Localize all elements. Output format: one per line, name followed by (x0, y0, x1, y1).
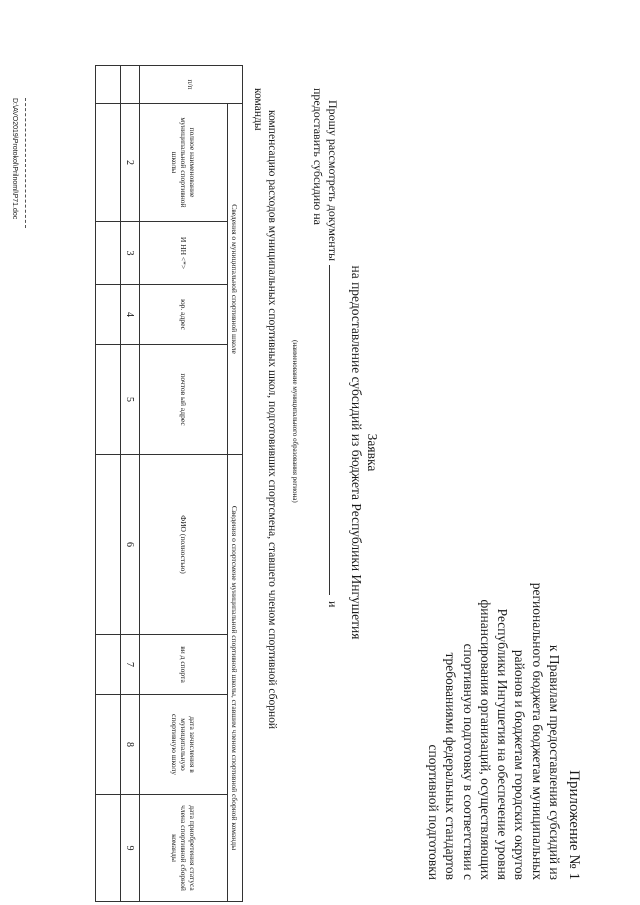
appendix-line: к Правилам предоставления субсидий из (547, 644, 562, 880)
appendix-line: районов и бюджетам городских округов (512, 649, 528, 880)
grant-line: предоставить субсидию на (311, 88, 325, 225)
empty-cell (96, 222, 121, 285)
appendix-line: Республики Ингушетия на обеспечение уровня (495, 608, 511, 880)
appendix-line: требованиями федеральных стандартов (443, 652, 459, 880)
school-group-header: Сведения о муниципальной спортивной школе (228, 104, 243, 455)
empty-cell (96, 635, 121, 695)
request-text: Прошу рассмотреть документы (326, 100, 340, 262)
col-school-name: полное наименование муниципальной спортивной школы (140, 104, 228, 222)
empty-cell (96, 66, 121, 104)
appendix-block (425, 500, 585, 880)
col-sport: ви д спорта (140, 635, 228, 695)
appendix-line: спортивную подготовку в соответствии с (460, 643, 476, 880)
footer-file-path: D:\AVO2019\Protokol\Prilnoml\P71.doc (11, 98, 18, 220)
application-table (95, 65, 243, 902)
num-cell: 8 (121, 695, 140, 795)
request-tail: и (326, 601, 340, 608)
empty-cell (96, 104, 121, 222)
appendix-line: регионального бюджета бюджетам муниципальных (529, 582, 545, 880)
appendix-title: Приложение № 1 (566, 770, 582, 880)
col-np-header: п/п (140, 66, 243, 104)
document-title: Заявка (365, 433, 380, 472)
num-cell: 7 (121, 635, 140, 695)
num-cell: 4 (121, 285, 140, 345)
compensation-line: компенсацию расходов муниципальных спортивных школ, подготовивших спортсмена, ставшего членом спортивной сборной (266, 110, 278, 730)
num-cell: 6 (121, 455, 140, 635)
team-line: команды (252, 88, 264, 131)
appendix-line: спортивной подготовки (425, 744, 441, 880)
col-team-status-date: дата приобретения статуса члена спортивной сборной команды (140, 795, 228, 902)
num-cell: 3 (121, 222, 140, 285)
request-line (325, 100, 340, 607)
num-cell: 5 (121, 345, 140, 455)
col-full-name: ФИО (полностью) (140, 455, 228, 635)
document-subtitle: на предоставление субсидий из бюджета Республики Ингушетия (349, 265, 364, 640)
empty-cell (96, 455, 121, 635)
empty-cell (96, 285, 121, 345)
col-legal-address: юр. адрес (140, 285, 228, 345)
empty-cell (96, 695, 121, 795)
num-cell (121, 66, 140, 104)
col-inn: И НН <*> (140, 222, 228, 285)
empty-cell (96, 795, 121, 902)
municipal-caption: (наименование муниципального образования региона) (291, 340, 299, 503)
empty-cell (96, 345, 121, 455)
appendix-line: финансирования организаций, осуществляющих (477, 599, 493, 880)
municipality-blank (329, 265, 340, 595)
num-cell: 2 (121, 104, 140, 222)
num-cell: 9 (121, 795, 140, 902)
footer-separator (25, 98, 26, 228)
col-enrollment-date: дата зачисления в муниципальную спортивную школу (140, 695, 228, 795)
athlete-group-header: Сведения о спортсмене муниципальной спортивной школы, ставшим членом спортивной сборной команды (228, 455, 243, 902)
col-postal-address: почтов ый адрес (140, 345, 228, 455)
